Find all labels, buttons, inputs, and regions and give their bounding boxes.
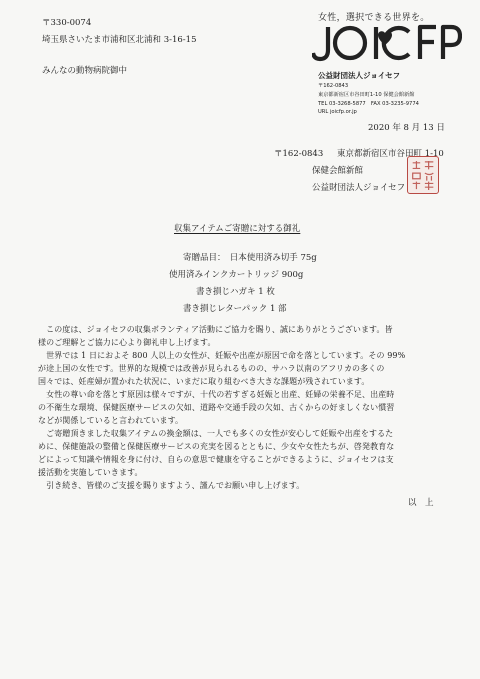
donated-item: 書き損じハガキ 1 枚 — [196, 287, 275, 297]
recipient-name: みんなの動物病院御中 — [42, 66, 128, 76]
body-line: 援活動を実施していきます。 — [38, 468, 143, 477]
recipient-postal-code: 〒330-0074 — [42, 18, 92, 28]
body-line: 引き続き、皆様のご支援を賜りますよう、謹んでお願い申し上げます。 — [38, 481, 305, 490]
org-address: 東京都新宿区市谷田町1-10 保健会館新館 — [318, 92, 415, 98]
seal-stamp — [407, 156, 439, 194]
org-name: 公益財団法人ジョイセフ — [318, 71, 401, 80]
body-line: が途上国の女性です。世界的な規模では改善が見られるものの、サハラ以南のアフリカの多くの — [38, 364, 385, 373]
org-tel-fax: TEL 03-3268-5877 FAX 03-3235-9774 — [318, 101, 419, 107]
body-line: めに、保健施設の整備と保健医療サービスの充実を図るとともに、少女や女性たちが、啓発教育な — [38, 442, 395, 451]
body-line: どによって知識や情報を身に付け、自らの意思で健康を守ることができるように、ジョイセフは支 — [38, 455, 394, 464]
donated-item: 書き損じレターパック 1 部 — [183, 304, 287, 314]
letter-date: 2020 年 8 月 13 日 — [368, 123, 445, 133]
org-postal-code: 〒162-0843 — [318, 83, 349, 89]
sender-address: 東京都新宿区市谷田町 1-10 — [337, 149, 444, 159]
body-line: ご寄贈頂きました収集アイテムの換金額は、一人でも多くの女性が安心して妊娠や出産をするた — [38, 429, 394, 438]
org-tagline: 女性，選択できる世界を。 — [318, 13, 430, 23]
body-line: 様のご理解とご協力に心より御礼申し上げます。 — [38, 338, 216, 347]
closing-mark: 以 上 — [408, 498, 434, 508]
sender-building: 保健会館新館 — [312, 166, 364, 176]
donated-item: 使用済みインクカートリッジ 900g — [169, 270, 304, 280]
recipient-address: 埼玉県さいたま市浦和区北浦和 3-16-15 — [42, 35, 197, 45]
body-line: 世界では 1 日におよそ 800 人以上の女性が、妊娠や出産が原因で命を落としています。その 99% — [38, 351, 406, 360]
letter-title: 収集アイテムご寄贈に対する御礼 — [174, 224, 301, 234]
body-line: などが関係していると言われています。 — [38, 416, 184, 425]
sender-org: 公益財団法人ジョイセフ — [312, 183, 406, 193]
joicfp-logo — [312, 22, 462, 64]
body-line: の不衛生な環境、保健医療サービスの欠如、道路や交通手段の欠如、古くからの好ましくない慣習 — [38, 403, 395, 412]
body-line: 女性の尊い命を落とす原因は様々ですが、十代の若すぎる妊娠と出産、妊婦の栄養不足、出産時 — [38, 390, 395, 399]
body-line: 国々では、妊産婦が置かれた状況に、いまだに取り組むべき大きな課題が残されています。 — [38, 377, 370, 386]
donated-item: 寄贈品目： 日本使用済み切手 75g — [183, 253, 317, 263]
sender-postal-code: 〒162-0843 — [274, 149, 324, 159]
org-url: URL joicfp.or.jp — [318, 109, 357, 115]
body-line: この度は、ジョイセフの収集ボランティア活動にご協力を賜り、誠にありがとうございます。皆 — [38, 325, 393, 334]
